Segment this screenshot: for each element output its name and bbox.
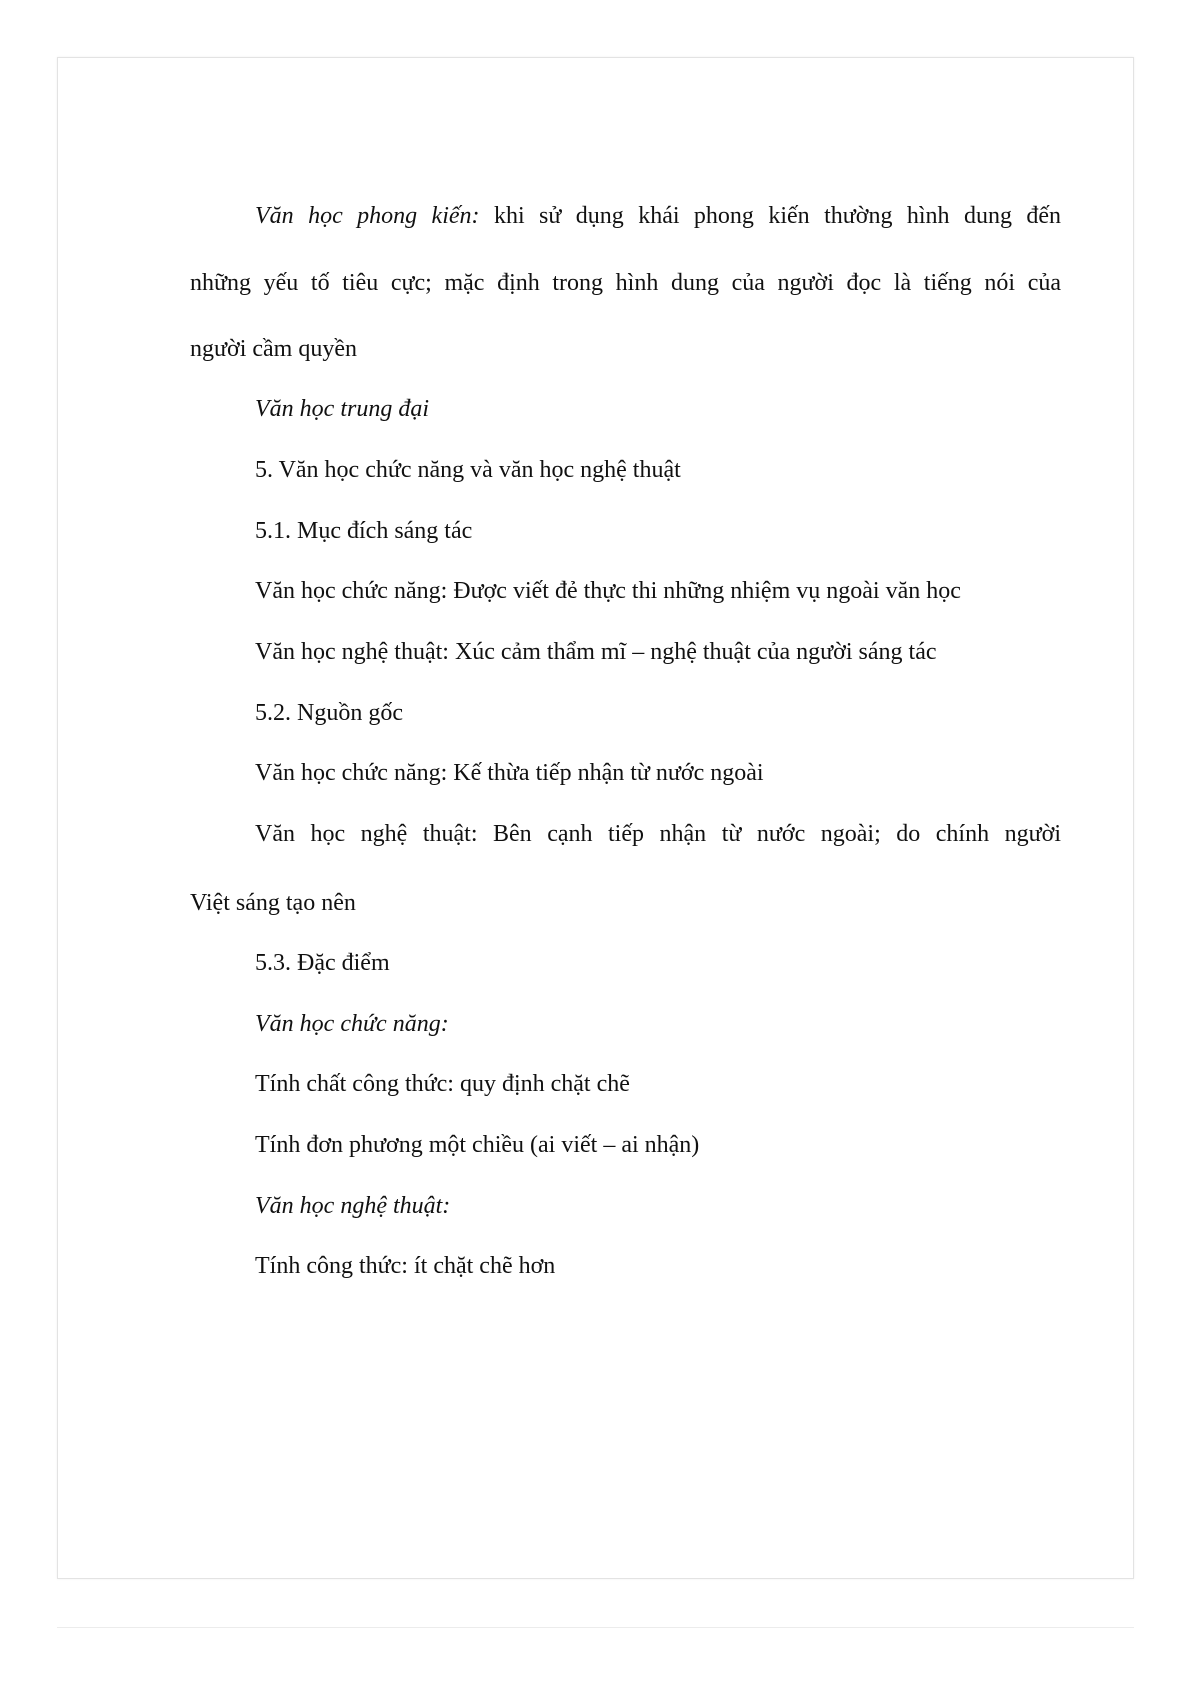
line-text: Tính đơn phương một chiều (ai viết – ai nhận) [255, 1132, 700, 1158]
text-line [255, 201, 1061, 231]
subsection-heading [255, 698, 403, 728]
text-line [255, 1191, 450, 1221]
line-text: những yếu tố tiêu cực; mặc định trong hình dung của người đọc là tiếng nói của [190, 270, 1061, 296]
line-text: Văn học chức năng: Kế thừa tiếp nhận từ nước ngoài [255, 760, 764, 786]
italic-term: Văn học phong kiến: [255, 203, 480, 229]
line-text: Văn học chức năng: Được viết đẻ thực thi những nhiệm vụ ngoài văn học [255, 578, 961, 604]
italic-heading: Văn học chức năng: [255, 1011, 449, 1037]
section-heading [255, 455, 681, 485]
text-line [190, 888, 356, 918]
next-page-edge [57, 1627, 1134, 1707]
line-text: Văn học nghệ thuật: Bên cạnh tiếp nhận từ nước ngoài; do chính người [255, 821, 1061, 847]
text-line [255, 1009, 449, 1039]
subsection-heading [255, 948, 390, 978]
line-text: Tính công thức: ít chặt chẽ hơn [255, 1253, 556, 1279]
line-text: Việt sáng tạo nên [190, 890, 356, 916]
text-line [190, 334, 357, 364]
line-text: 5.2. Nguồn gốc [255, 700, 403, 726]
line-text: 5. Văn học chức năng và văn học nghệ thuật [255, 457, 681, 483]
line-text: Tính chất công thức: quy định chặt chẽ [255, 1071, 630, 1097]
text-line [255, 1251, 555, 1281]
line-text: khi sử dụng khái phong kiến thường hình dung đến [479, 203, 1062, 229]
subsection-heading [255, 516, 472, 546]
text-line [255, 1130, 699, 1160]
text-line [255, 637, 937, 667]
italic-heading: Văn học nghệ thuật: [255, 1193, 451, 1219]
text-line [255, 576, 961, 606]
text-line [190, 268, 1061, 298]
text-line [255, 394, 429, 424]
line-text: 5.1. Mục đích sáng tác [255, 518, 473, 544]
line-text: người cầm quyền [190, 336, 357, 362]
text-line [255, 758, 764, 788]
text-line [255, 819, 1061, 849]
line-text: 5.3. Đặc điểm [255, 950, 390, 976]
line-text: Văn học nghệ thuật: Xúc cảm thẩm mĩ – nghệ thuật của người sáng tác [255, 639, 937, 665]
document-page [57, 57, 1134, 1579]
italic-heading: Văn học trung đại [255, 396, 429, 422]
text-line [255, 1069, 630, 1099]
